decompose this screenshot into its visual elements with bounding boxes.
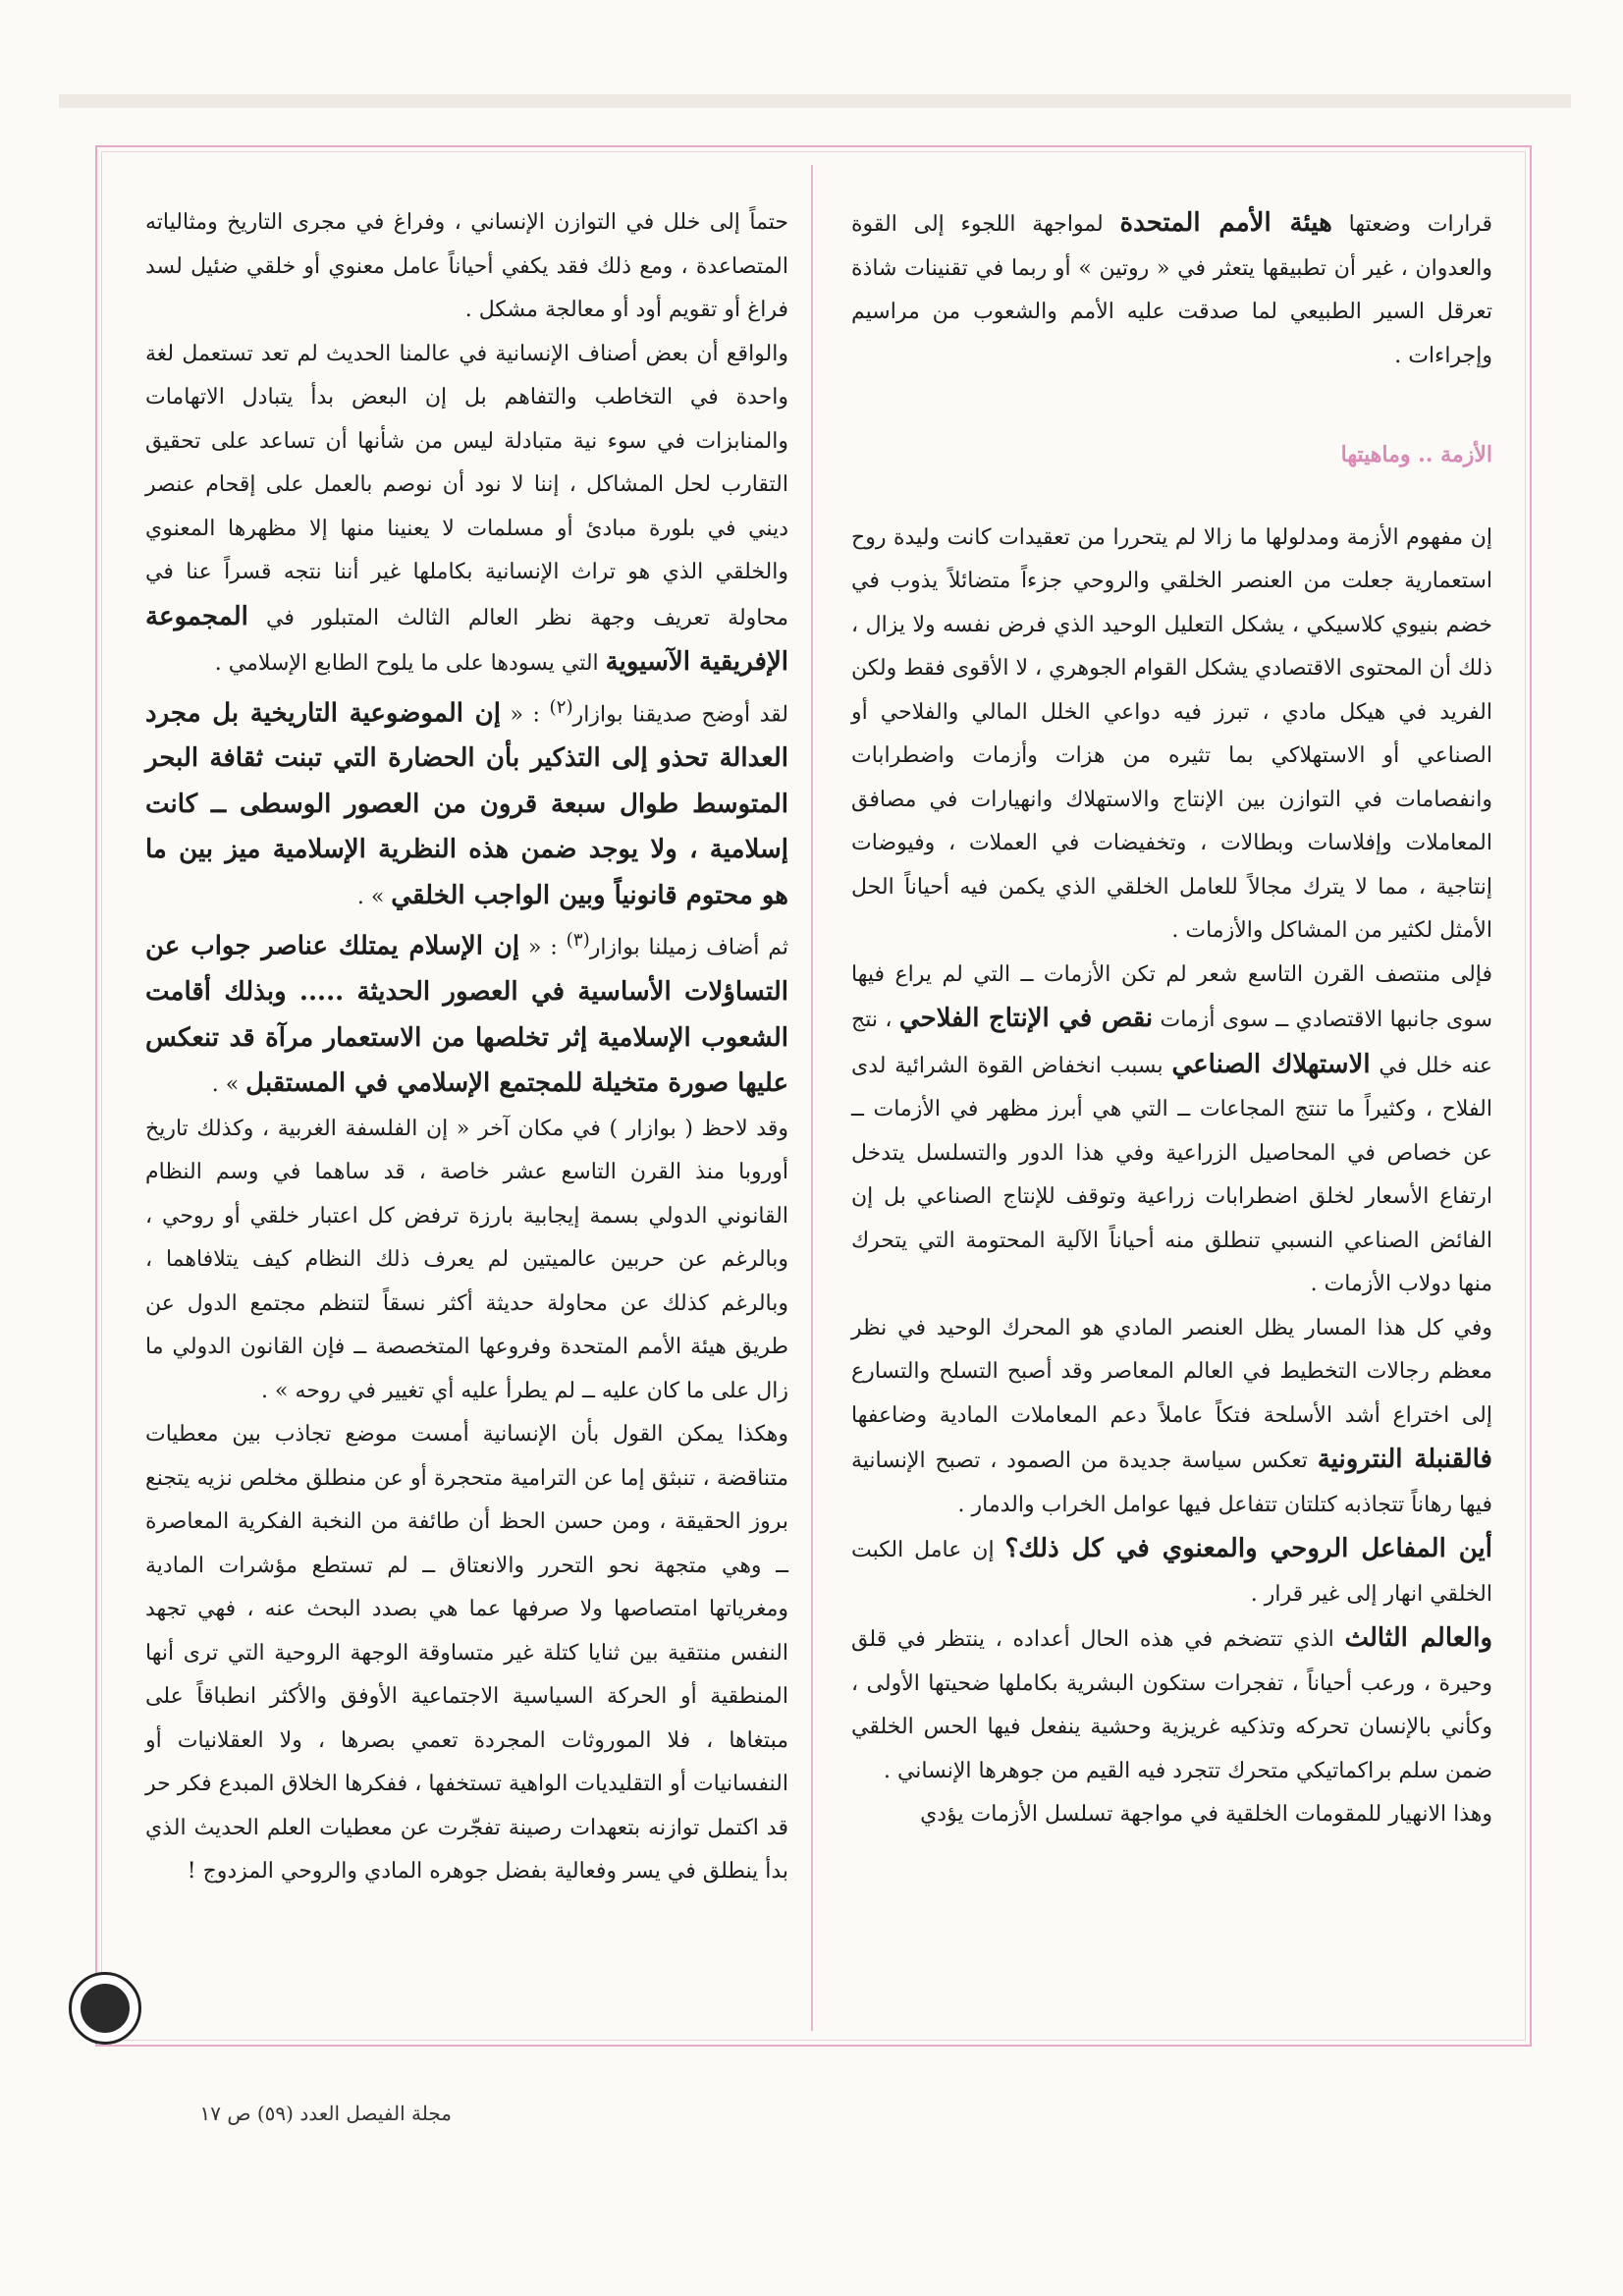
paragraph: فإلى منتصف القرن التاسع شعر لم تكن الأزمات ــ التي لم يراع فيها سوى جانبها الاقتصادي ــ سوى أزمات نقص في الإنتاج الفلاحي ، نتج عنه خلل في الاستهلاك الصناعي بسبب انخفاض القوة الشرائية لدى الفلاح ، وكثيراً ما تنتج المجاعات ــ التي هي أبرز مظهر في الأزمات ــ عن خصاص في المحاصيل الزراعية وفي هذا الدور والتسلسل يتدخل ارتفاع الأسعار لخلق اضطرابات زراعية وتوقف للإنتاج الصناعي بل إن الفائض الصناعي النسبي تنطلق منه أحياناً الآلية المحتومة التي يتحرك منها دولاب الأزمات . [851, 961, 1493, 1296]
paragraph: أين المفاعل الروحي والمعنوي في كل ذلك؟ إن عامل الكبت الخلقي انهار إلى غير قرار . [851, 1534, 1493, 1607]
paragraph: والواقع أن بعض أصناف الإنسانية في عالمنا الحديث لم تعد تستعمل لغة واحدة في التخاطب والتفاهم بل إن البعض بدأ يتبادل الاتهامات والمنابزات في سوء نية متبادلة ليس من شأنها أن تساعد على تحقيق التقارب لحل المشاكل ، إننا لا نود أن نوصم بالعمل على إقحام عنصر ديني في بلورة مبادئ أو مسلمات لا يعنينا منها إلا مظهرها المعنوي والخلقي الذي هو تراث الإنسانية بكاملها غير أننا نتجه قسراً عنا في محاولة تعريف وجهة نظر العالم الثالث المتبلور في المجموعة الإفريقية الآسيوية التي يسودها على ما يلوح الطابع الإسلامي . [145, 341, 788, 677]
paragraph: قرارات وضعتها هيئة الأمم المتحدة لمواجهة اللجوء إلى القوة والعدوان ، غير أن تطبيقها يتعثر في « روتين » أو ربما في تقنينات شاذة تعرقل السير الطبيعي لما صدقت عليه الأمم والشعوب من مراسيم وإجراءات . [851, 208, 1493, 368]
paragraph: وهكذا يمكن القول بأن الإنسانية أمست موضع تجاذب بين معطيات متناقضة ، تنبثق إما عن الترامية متحجرة أو عن منطلق مخلص نزيه يتجنع بروز الحقيقة ، ومن حسن الحظ أن طائفة من النخبة الفكرية المعاصرة ــ وهي متجهة نحو التحرر والانعتاق ــ لم تستطع مؤشرات المادية ومغرياتها امتصاصها ولا صرفها عما هي بصدد البحث عنه ، فهي تجهد النفس منتقية بين ثنايا كتلة غير متساوقة الوجهة الروحية التي ترى أنها المنطقية أو الحركة السياسية الاجتماعية الأوفق والأكثر انطباقاً على مبتغاها ، فلا الموروثات المجردة تعمي بصرها ، ولا العقلانيات أو النفسانيات أو التقليديات الواهية تستخفها ، ففكرها الخلاق المبدع فكر حر قد اكتمل توازنه بتعهدات رصينة تفجّرت عن معطيات العلم الحديث الذي بدأ ينطلق في يسر وفعالية بفضل جوهره المادي والروحي المزدوج ! [145, 1422, 788, 1885]
top-band [59, 94, 1571, 108]
paragraph: إن مفهوم الأزمة ومدلولها ما زالا لم يتحررا من تعقيدات كانت وليدة روح استعمارية جعلت من العنصر الخلقي والروحي جزءاً متضائلاً يذوب في خضم بنيوي كلاسيكي ، يشكل التعليل الوحيد الذي فرض نفسه ولا يزال ، ذلك أن المحتوى الاقتصادي يشكل القوام الجوهري ، لا الأقوى فقط ولكن الفريد في هيكل مادي ، تبرز فيه دواعي الخلل المالي والفلاحي أو الصناعي أو الاستهلاكي بما تثيره من هزات وأزمات واضطرابات وانفصامات في التوازن بين الإنتاج والاستهلاك وانهيارات في مصافق المعاملات وإفلاسات وبطالات ، وتخفيضات في العملات ، وفيوضات إنتاجية ، مما لا يترك مجالاً للعامل الخلقي الذي يكمن فيه أحياناً الحل الأمثل لكثير من المشاكل والأزمات . [851, 524, 1493, 943]
paragraph: والعالم الثالث الذي تتضخم في هذه الحال أعداده ، ينتظر في قلق وحيرة ، ورعب أحياناً ، تفجرات ستكون البشرية بكاملها ضحيتها الأولى ، وكأني بالإنسان تحركه وتذكيه غريزية وحشية ينفعل فيها الحس الخلقي ضمن سلم براكماتيكي متحرك تتجرد فيه القيم من جوهرها الإنساني . [851, 1623, 1493, 1783]
section-heading: الأزمة .. وماهيتها [1340, 442, 1492, 467]
paragraph: وهذا الانهيار للمقومات الخلقية في مواجهة تسلسل الأزمات يؤدي [920, 1802, 1492, 1827]
paragraph: وفي كل هذا المسار يظل العنصر المادي هو المحرك الوحيد في نظر معظم رجالات التخطيط في العالم المعاصر وقد أصبح التسلح والتسارع إلى اختراع أشد الأسلحة فتكاً عاملاً دعم المعاملات المادية وضاعفها فالقنبلة النترونية تعكس سياسة جديدة من الصمود ، تصبح الإنسانية فيها رهاناً تتجاذبه كتلتان تتفاعل فيها عوامل الخراب والدمار . [851, 1315, 1492, 1517]
paragraph: حتماً إلى خلل في التوازن الإنساني ، وفراغ في مجرى التاريخ ومثالياته المتصاعدة ، ومع ذلك فقد يكفي أحياناً عامل معنوي أو خلقي ضئيل لسد فراغ أو تقويم أود أو معالجة مشكل . [145, 210, 788, 322]
page-number-badge-icon [69, 1972, 141, 2045]
column-divider [811, 165, 813, 2031]
paragraph: ثم أضاف زميلنا بوازار$^{(٣)}$ : « إن الإسلام يمتلك عناصر جواب عن التساؤلات الأساسية في العصور الحديثة ..... وبذلك أقامت الشعوب الإسلامية إثر تخلصها من الاستعمار مرآة قد تنعكس عليها صورة متخيلة للمجتمع الإسلامي في المستقبل » . [145, 930, 788, 1099]
left-column [145, 201, 788, 1894]
paragraph: لقد أوضح صديقنا بوازار$^{(٢)}$ : « إن الموضوعية التاريخية بل مجرد العدالة تحذو إلى التذكير بأن الحضارة التي تبنت ثقافة البحر المتوسط طوال سبعة قرون من العصور الوسطى ــ كانت إسلامية ، ولا يوجد ضمن هذه النظرية الإسلامية ميز بين ما هو محتوم قانونياً وبين الواجب الخلقي » . [145, 696, 788, 910]
paragraph: وقد لاحظ ( بوازار ) في مكان آخر « إن الفلسفة الغربية ، وكذلك تاريخ أوروبا منذ القرن التاسع عشر خاصة ، قد ساهما في وسم النظام القانوني الدولي بسمة إيجابية بارزة ترفض كل اعتبار خلقي أو روحي ، وبالرغم عن حربين عالميتين لم يعرف ذلك النظام كيف يتلافاهما ، وبالرغم كذلك عن محاولة حديثة أكثر نسقاً لتنظم مجتمع الدول عن طريق هيئة الأمم المتحدة وفروعها المتخصصة ــ فإن القانون الدولي ما زال على ما كان عليه ــ لم يطرأ عليه أي تغيير في روحه » . [145, 1116, 788, 1403]
page-footer: مجلة الفيصل العدد (٥٩) ص ١٧ [199, 2102, 452, 2125]
right-column [851, 201, 1492, 1837]
